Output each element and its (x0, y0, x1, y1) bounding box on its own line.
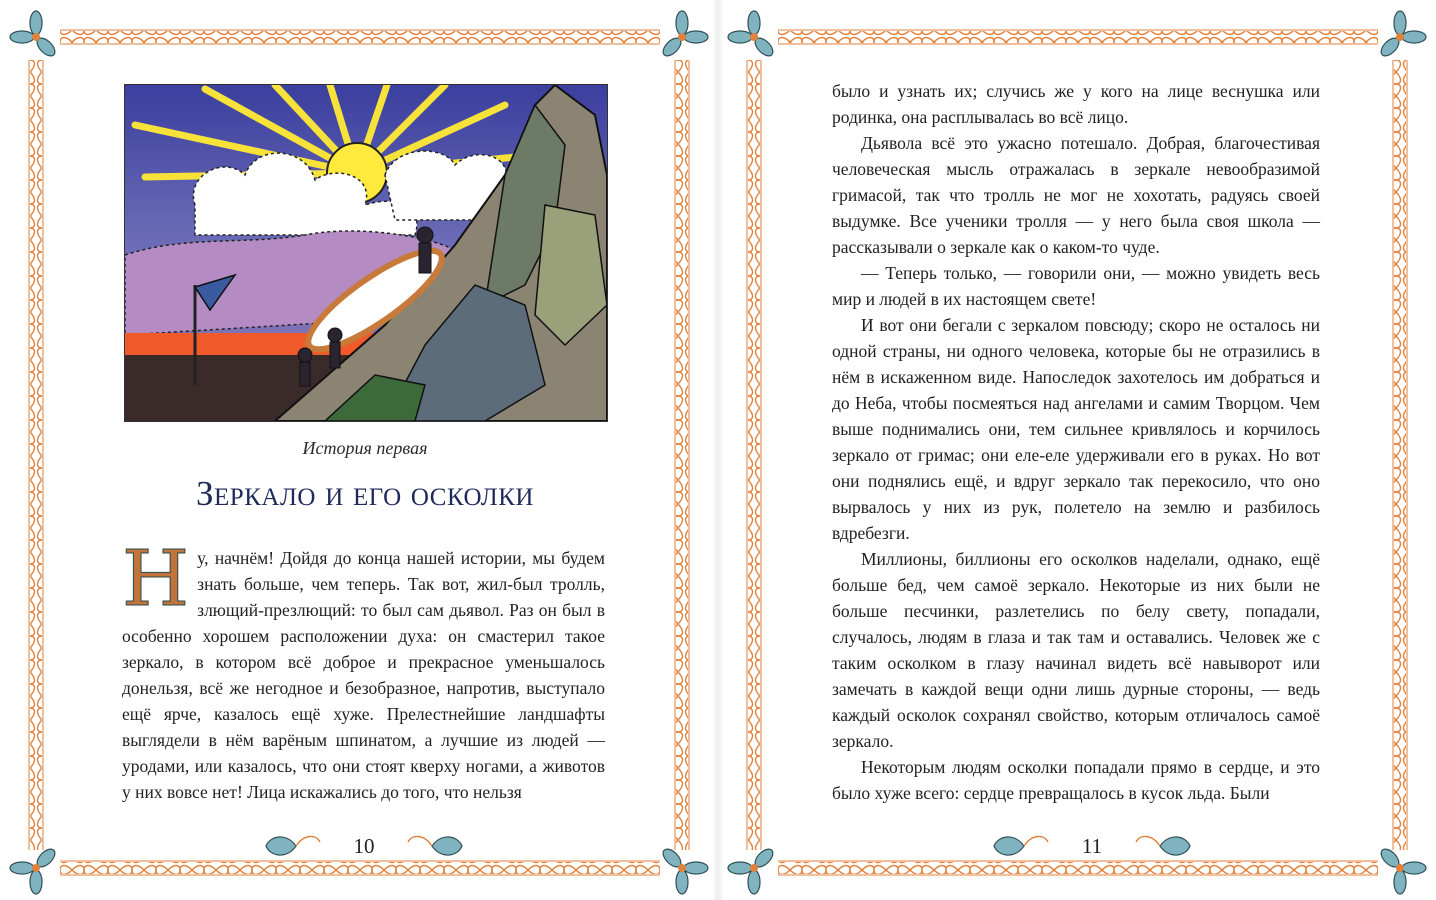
drop-cap: Н (122, 535, 190, 624)
paragraph: — Теперь только, — говорили они, — можно увидеть весь мир и людей в их настоящем свете! (832, 263, 1320, 309)
fleur-ornament-icon (1378, 11, 1426, 59)
leaf-ornament-icon (266, 836, 320, 855)
first-paragraph-text: у, начнём! Дойдя до конца нашей истории, мы будем знать больше, чем теперь. Так вот, жил-был тролль, злющий-презлющий: то был сам дьявол. Раз он был в особенно хорошем расположении духа: он смастерил такое зеркало, в котором всё доброе и прекрасное уменьшалось донельзя, всё же негодное и безобразное, напротив, выступало ещё ярче, казалось ещё хуже. Прелестнейшие ландшафты выглядели в нём варёным шпинатом, а лучшие из людей — уродами, или казалось, что они стоят кверху ногами, а животов у них вовсе нет! Лица искажались до того, что нельзя (122, 548, 605, 802)
paragraph: Дьявола всё это ужасно потешало. Добрая, благочестивая человеческая мысль отражалась в зеркале невообразимой гримасой, так что тролль не мог не хохотать, радуясь своей выдумке. Все ученики тролля — у него была своя школа — рассказывали о зеркале как о каком-то чуде. (832, 133, 1320, 257)
page-number-left: 10 (353, 834, 375, 858)
right-page-text (832, 78, 1320, 806)
leaf-ornament-icon (994, 836, 1048, 855)
paragraph: Миллионы, биллионы его осколков наделали, однако, ещё больше бед, чем самоё зеркало. Некоторые из них были не больше песчинки, разлетелись по белу свету, попадали, случалось, людям в глаза и так там и оставались. Человек же с таким осколком в глазу начинал видеть всё навыворот или замечать в каждой вещи одни лишь дурные стороны, — ведь каждый осколок сохранял свойство, которым отличалось самоё зеркало. (832, 549, 1320, 751)
fleur-ornament-icon (660, 846, 708, 894)
first-paragraph (122, 535, 605, 805)
chapter-subtitle: История первая (302, 438, 428, 458)
leaf-ornament-icon (408, 836, 462, 855)
book-gutter (712, 0, 724, 900)
page-number-right: 11 (1081, 834, 1103, 858)
fleur-ornament-icon (660, 11, 708, 59)
fleur-ornament-icon (728, 11, 776, 59)
left-page-text (122, 535, 605, 805)
fleur-ornament-icon (1378, 846, 1426, 894)
paragraph: И вот они бегали с зеркалом повсюду; скоро не осталось ни одной страны, ни одного человека, которые бы не отразились в нём в искаженном виде. Напоследок захотелось им добраться и до Неба, чтобы посмеяться над ангелами и самим Творцом. Чем выше поднимались они, тем сильнее кривлялось и корчилось зеркало от гримас; они еле-еле удерживали его в руках. Но вот они поднялись ещё, и вдруг зеркало так перекосило, что оно вырвалось у них из рук, полетело на землю и разбилось вдребезги. (832, 315, 1320, 543)
fleur-ornament-icon (10, 846, 58, 894)
paragraph: было и узнать их; случись же у кого на лице веснушка или родинка, она расплывалась во всё лицо. (832, 81, 1320, 127)
paragraph: Некоторым людям осколки попадали прямо в сердце, и это было хуже всего: сердце превращалось в кусок льда. Были (832, 757, 1320, 803)
troll-mirror-illustration (124, 84, 608, 422)
leaf-ornament-icon (1136, 836, 1190, 855)
chapter-title: Зеркало и его осколки (196, 474, 534, 513)
right-page (718, 0, 1436, 900)
fleur-ornament-icon (728, 846, 776, 894)
fleur-ornament-icon (10, 11, 58, 59)
